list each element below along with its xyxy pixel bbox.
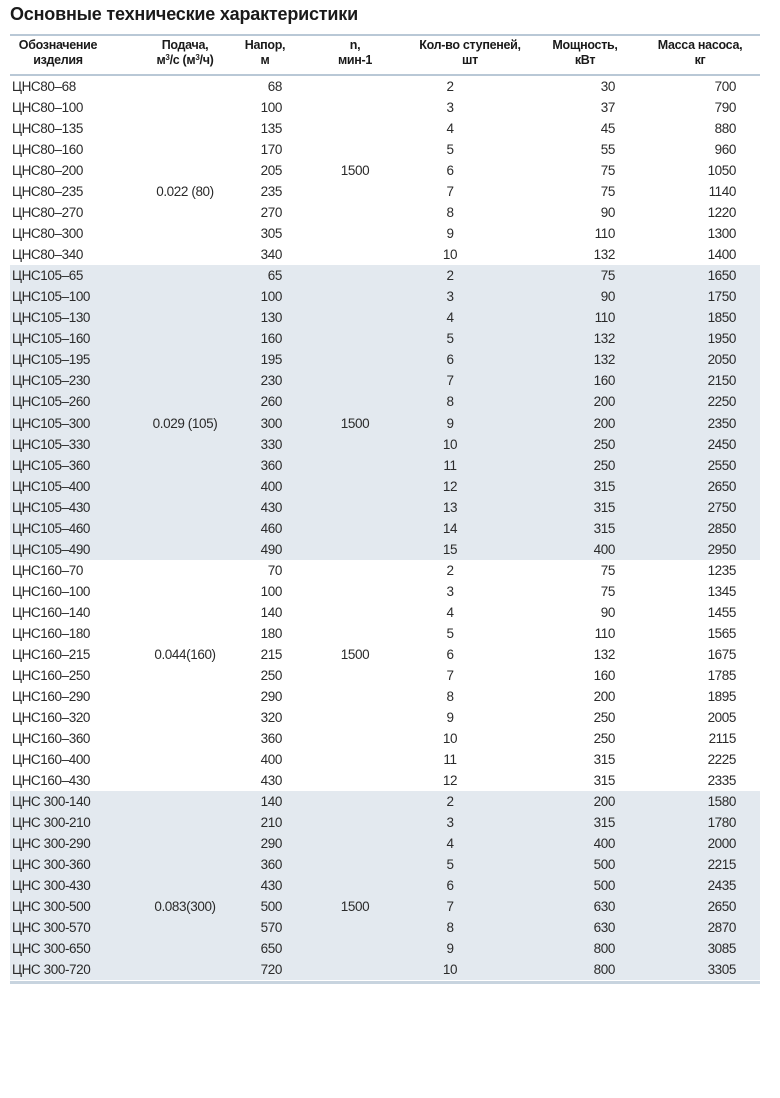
cell-power: 75 (600, 562, 615, 578)
cell-mass: 700 (714, 79, 736, 94)
cell-stages: 8 (446, 205, 454, 221)
table-row (10, 118, 760, 139)
cell-head: 100 (260, 583, 282, 599)
cell-stages: 3 (446, 815, 454, 831)
cell-mass: 2850 (707, 520, 736, 536)
cell-designation: ЦНС105–300 (12, 415, 91, 431)
cell-power: 315 (593, 520, 615, 536)
table-body (10, 76, 760, 980)
cell-power: 55 (600, 142, 615, 158)
cell-stages: 8 (446, 394, 454, 410)
cell-stages: 14 (442, 520, 458, 536)
cell-power: 75 (600, 163, 615, 179)
cell-power: 160 (593, 667, 615, 683)
row-group (10, 560, 760, 791)
cell-mass: 2450 (707, 436, 736, 452)
cell-stages: 6 (446, 878, 454, 894)
table-row (10, 770, 760, 791)
cell-stages: 3 (446, 100, 454, 116)
cell-head: 290 (260, 688, 282, 704)
cell-power: 400 (593, 836, 615, 852)
cell-stages: 9 (446, 226, 454, 242)
cell-power: 45 (600, 121, 615, 137)
cell-mass: 2005 (707, 709, 736, 725)
cell-power: 200 (593, 794, 615, 810)
cell-head: 360 (260, 730, 282, 746)
cell-designation: ЦНС160–360 (12, 730, 91, 746)
cell-mass: 2650 (707, 478, 736, 494)
cell-mass: 2215 (707, 857, 736, 873)
cell-power: 250 (593, 436, 615, 452)
cell-stages: 11 (443, 752, 457, 767)
cell-stages: 9 (446, 415, 454, 431)
cell-power: 90 (600, 289, 615, 305)
cell-designation: ЦНС160–430 (12, 773, 91, 789)
cell-designation: ЦНС80–200 (12, 163, 83, 179)
cell-power: 132 (593, 646, 615, 662)
cell-stages: 7 (446, 373, 454, 389)
cell-designation: ЦНС80–270 (12, 205, 83, 221)
cell-designation: ЦНС105–430 (12, 499, 91, 515)
cell-stages: 2 (446, 268, 454, 284)
cell-head: 130 (260, 310, 282, 326)
cell-power: 110 (594, 625, 615, 641)
table-bottom-rule (10, 981, 760, 984)
cell-mass: 1895 (707, 688, 736, 704)
cell-designation: ЦНС80–100 (12, 100, 83, 116)
cell-designation: ЦНС 300-140 (12, 794, 91, 810)
cell-head: 100 (260, 289, 282, 305)
cell-power: 250 (593, 730, 615, 746)
table-row (10, 455, 760, 476)
table-row (10, 728, 760, 749)
cell-mass: 2225 (707, 752, 736, 767)
table-row (10, 707, 760, 728)
header-flow-line1: Подача, (161, 38, 209, 52)
cell-head: 140 (260, 794, 282, 810)
table-row (10, 917, 760, 938)
cell-designation: ЦНС160–400 (12, 752, 91, 767)
cell-head: 460 (260, 520, 282, 536)
cell-head: 135 (260, 121, 282, 137)
table-row (10, 833, 760, 854)
table-row (10, 665, 760, 686)
row-group (10, 76, 760, 265)
cell-power: 160 (593, 373, 615, 389)
cell-mass: 2150 (707, 373, 736, 389)
header-mass-line1: Масса насоса, (657, 38, 743, 52)
cell-stages: 7 (446, 899, 454, 915)
header-flow-line2: $м^3/с$ $(м^3/ч)$ (156, 53, 214, 67)
cell-stages: 2 (446, 79, 454, 94)
cell-stages: 6 (446, 646, 454, 662)
cell-rpm: 1500 (340, 415, 370, 431)
cell-head: 500 (260, 899, 282, 915)
cell-power: 250 (593, 709, 615, 725)
table-row (10, 644, 760, 665)
cell-head: 215 (260, 646, 282, 662)
table-row (10, 223, 760, 244)
cell-mass: 2750 (707, 499, 736, 515)
table-row (10, 854, 760, 875)
cell-head: 140 (260, 604, 282, 620)
cell-mass: 2000 (707, 836, 736, 852)
table-header (10, 34, 760, 76)
header-stages (400, 38, 540, 68)
cell-designation: ЦНС 300-290 (12, 836, 91, 852)
cell-stages: 9 (446, 709, 454, 725)
cell-mass: 1675 (707, 646, 736, 662)
cell-power: 37 (600, 100, 615, 116)
cell-mass: 1750 (707, 289, 736, 305)
cell-power: 315 (593, 478, 615, 494)
cell-power: 630 (593, 920, 615, 936)
header-rpm-line2: мин-1 (337, 53, 373, 67)
cell-head: 210 (260, 815, 282, 831)
cell-power: 90 (600, 604, 615, 620)
cell-stages: 10 (442, 962, 458, 978)
cell-head: 430 (260, 499, 282, 515)
cell-stages: 8 (446, 920, 454, 936)
table-row (10, 518, 760, 539)
cell-mass: 1455 (707, 604, 736, 620)
cell-power: 315 (593, 752, 615, 767)
cell-head: 260 (260, 394, 282, 410)
row-group (10, 265, 760, 559)
table-row (10, 160, 760, 181)
cell-rpm: 1500 (340, 899, 370, 915)
cell-head: 230 (260, 373, 282, 389)
cell-stages: 4 (446, 310, 454, 326)
cell-stages: 12 (442, 773, 458, 789)
cell-stages: 4 (446, 836, 454, 852)
cell-head: 270 (260, 205, 282, 221)
row-group (10, 791, 760, 980)
cell-flow: 0.083(300) (154, 899, 216, 915)
cell-head: 650 (260, 941, 282, 957)
header-power-line1: Мощность, (552, 38, 618, 52)
header-designation-line1: Обозначение (18, 38, 98, 52)
cell-designation: ЦНС 300-360 (12, 857, 91, 873)
cell-designation: ЦНС80–235 (12, 184, 83, 200)
cell-designation: ЦНС105–360 (12, 457, 91, 473)
cell-stages: 3 (446, 583, 454, 599)
cell-designation: ЦНС105–260 (12, 394, 91, 410)
cell-designation: ЦНС80–300 (12, 226, 83, 242)
cell-designation: ЦНС160–180 (12, 625, 91, 641)
table-row (10, 76, 760, 97)
specs-table (10, 34, 760, 980)
cell-designation: ЦНС80–68 (12, 79, 76, 94)
cell-designation: ЦНС160–250 (12, 667, 91, 683)
cell-stages: 7 (446, 667, 454, 683)
table-row (10, 896, 760, 917)
cell-designation: ЦНС105–330 (12, 436, 91, 452)
cell-head: 70 (267, 562, 282, 578)
cell-designation: ЦНС105–160 (12, 331, 91, 347)
cell-mass: 1140 (708, 184, 736, 200)
cell-mass: 2435 (707, 878, 736, 894)
table-row (10, 686, 760, 707)
table-row (10, 875, 760, 896)
header-power-line2: кВт (574, 53, 596, 67)
cell-designation: ЦНС105–230 (12, 373, 91, 389)
cell-head: 68 (267, 79, 282, 94)
cell-mass: 1780 (707, 815, 736, 831)
cell-power: 800 (593, 962, 615, 978)
cell-stages: 13 (442, 499, 458, 515)
cell-stages: 4 (446, 121, 454, 137)
cell-designation: ЦНС160–215 (12, 646, 91, 662)
cell-flow: 0.022 (80) (156, 184, 214, 200)
cell-power: 75 (600, 184, 615, 200)
table-row (10, 244, 760, 265)
cell-stages: 15 (442, 541, 458, 557)
cell-head: 100 (260, 100, 282, 116)
table-row (10, 370, 760, 391)
cell-mass: 1580 (707, 794, 736, 810)
cell-power: 132 (593, 247, 615, 263)
cell-power: 500 (593, 857, 615, 873)
table-row (10, 328, 760, 349)
table-row (10, 623, 760, 644)
cell-power: 90 (600, 205, 615, 221)
cell-head: 570 (260, 920, 282, 936)
table-row (10, 539, 760, 560)
cell-stages: 5 (446, 857, 454, 873)
table-row (10, 265, 760, 286)
cell-head: 430 (260, 773, 282, 789)
header-rpm (320, 38, 390, 68)
cell-head: 235 (260, 184, 282, 200)
cell-designation: ЦНС160–100 (12, 583, 91, 599)
cell-power: 315 (593, 499, 615, 515)
page-title: Основные технические характеристики (10, 4, 358, 24)
cell-designation: ЦНС80–135 (12, 121, 83, 137)
cell-head: 250 (260, 667, 282, 683)
cell-rpm: 1500 (340, 646, 370, 662)
cell-stages: 12 (442, 478, 458, 494)
cell-mass: 790 (714, 100, 736, 116)
cell-mass: 2350 (707, 415, 736, 431)
cell-designation: ЦНС105–195 (12, 352, 91, 368)
header-head-line1: Напор, (244, 38, 286, 52)
cell-stages: 10 (442, 247, 458, 263)
header-flow (125, 38, 245, 68)
cell-stages: 11 (443, 457, 457, 473)
cell-mass: 1300 (707, 226, 736, 242)
table-row (10, 286, 760, 307)
cell-head: 65 (267, 268, 282, 284)
cell-power: 110 (594, 226, 615, 242)
cell-mass: 2870 (707, 920, 736, 936)
cell-power: 315 (593, 773, 615, 789)
cell-head: 300 (260, 415, 282, 431)
cell-power: 400 (593, 541, 615, 557)
header-mass-line2: кг (694, 53, 706, 67)
cell-mass: 2550 (707, 457, 736, 473)
cell-stages: 5 (446, 331, 454, 347)
cell-designation: ЦНС80–340 (12, 247, 83, 263)
cell-stages: 10 (442, 436, 458, 452)
cell-power: 800 (593, 941, 615, 957)
header-head-line2: м (260, 53, 270, 67)
cell-power: 315 (593, 815, 615, 831)
cell-mass: 1220 (707, 205, 736, 221)
cell-mass: 2335 (707, 773, 736, 789)
cell-power: 132 (593, 352, 615, 368)
table-row (10, 602, 760, 623)
cell-head: 320 (260, 709, 282, 725)
cell-power: 110 (594, 310, 615, 326)
cell-head: 340 (260, 247, 282, 263)
cell-mass: 2115 (708, 730, 736, 746)
cell-power: 630 (593, 899, 615, 915)
cell-head: 205 (260, 163, 282, 179)
cell-stages: 3 (446, 289, 454, 305)
cell-head: 290 (260, 836, 282, 852)
cell-power: 200 (593, 394, 615, 410)
cell-mass: 880 (714, 121, 736, 137)
cell-designation: ЦНС 300-650 (12, 941, 91, 957)
cell-flow: 0.029 (105) (152, 415, 218, 431)
cell-stages: 7 (446, 184, 454, 200)
cell-stages: 4 (446, 604, 454, 620)
cell-head: 360 (260, 457, 282, 473)
table-row (10, 959, 760, 980)
cell-head: 400 (260, 752, 282, 767)
cell-mass: 1950 (707, 331, 736, 347)
cell-mass: 2050 (707, 352, 736, 368)
cell-mass: 3085 (707, 941, 736, 957)
cell-designation: ЦНС160–140 (12, 604, 91, 620)
cell-stages: 6 (446, 163, 454, 179)
header-power (540, 38, 630, 68)
table-row (10, 391, 760, 412)
table-row (10, 202, 760, 223)
cell-head: 330 (260, 436, 282, 452)
cell-power: 200 (593, 688, 615, 704)
cell-flow: 0.044(160) (154, 646, 216, 662)
cell-power: 75 (600, 583, 615, 599)
cell-power: 250 (593, 457, 615, 473)
cell-head: 160 (260, 331, 282, 347)
cell-mass: 1400 (707, 247, 736, 263)
cell-head: 720 (260, 962, 282, 978)
cell-mass: 2950 (707, 541, 736, 557)
table-row (10, 413, 760, 434)
cell-mass: 1050 (707, 163, 736, 179)
cell-head: 195 (260, 352, 282, 368)
cell-designation: ЦНС105–400 (12, 478, 91, 494)
cell-mass: 1850 (707, 310, 736, 326)
table-row (10, 97, 760, 118)
table-row (10, 581, 760, 602)
header-stages-line2: шт (462, 53, 478, 67)
cell-head: 490 (260, 541, 282, 557)
cell-power: 30 (600, 79, 615, 94)
cell-stages: 10 (442, 730, 458, 746)
cell-stages: 2 (446, 794, 454, 810)
cell-designation: ЦНС160–320 (12, 709, 91, 725)
cell-designation: ЦНС105–100 (12, 289, 91, 305)
table-row (10, 434, 760, 455)
cell-head: 305 (260, 226, 282, 242)
cell-mass: 3305 (707, 962, 736, 978)
cell-mass: 1785 (707, 667, 736, 683)
cell-designation: ЦНС 300-430 (12, 878, 91, 894)
cell-stages: 5 (446, 625, 454, 641)
table-row (10, 560, 760, 581)
cell-stages: 8 (446, 688, 454, 704)
cell-head: 430 (260, 878, 282, 894)
cell-power: 200 (593, 415, 615, 431)
cell-stages: 5 (446, 142, 454, 158)
cell-mass: 2650 (707, 899, 736, 915)
table-row (10, 938, 760, 959)
header-mass (650, 38, 750, 68)
table-row (10, 139, 760, 160)
cell-stages: 6 (446, 352, 454, 368)
cell-mass: 1345 (707, 583, 736, 599)
cell-head: 180 (260, 625, 282, 641)
cell-power: 75 (600, 268, 615, 284)
cell-designation: ЦНС105–460 (12, 520, 91, 536)
table-row (10, 791, 760, 812)
cell-designation: ЦНС 300-210 (12, 815, 91, 831)
cell-designation: ЦНС105–65 (12, 268, 83, 284)
header-rpm-line1: n, (349, 38, 361, 52)
cell-head: 360 (260, 857, 282, 873)
cell-mass: 1565 (707, 625, 736, 641)
cell-designation: ЦНС105–130 (12, 310, 91, 326)
cell-power: 132 (593, 331, 615, 347)
table-row (10, 812, 760, 833)
table-row (10, 349, 760, 370)
cell-mass: 1650 (707, 268, 736, 284)
table-row (10, 307, 760, 328)
table-row (10, 476, 760, 497)
header-designation (10, 38, 106, 68)
cell-rpm: 1500 (340, 163, 370, 179)
cell-designation: ЦНС80–160 (12, 142, 83, 158)
cell-designation: ЦНС 300-500 (12, 899, 91, 915)
cell-stages: 9 (446, 941, 454, 957)
cell-designation: ЦНС 300-720 (12, 962, 91, 978)
header-head (230, 38, 300, 68)
cell-designation: ЦНС160–290 (12, 688, 91, 704)
cell-mass: 2250 (707, 394, 736, 410)
header-stages-line1: Кол-во ступеней, (419, 38, 521, 52)
cell-head: 400 (260, 478, 282, 494)
header-designation-line2: изделия (33, 53, 83, 67)
table-row (10, 749, 760, 770)
cell-mass: 960 (714, 142, 736, 158)
cell-power: 500 (593, 878, 615, 894)
cell-designation: ЦНС 300-570 (12, 920, 91, 936)
cell-designation: ЦНС105–490 (12, 541, 91, 557)
table-row (10, 181, 760, 202)
cell-stages: 2 (446, 562, 454, 578)
cell-mass: 1235 (707, 562, 736, 578)
cell-designation: ЦНС160–70 (12, 562, 83, 578)
cell-head: 170 (260, 142, 282, 158)
table-row (10, 497, 760, 518)
